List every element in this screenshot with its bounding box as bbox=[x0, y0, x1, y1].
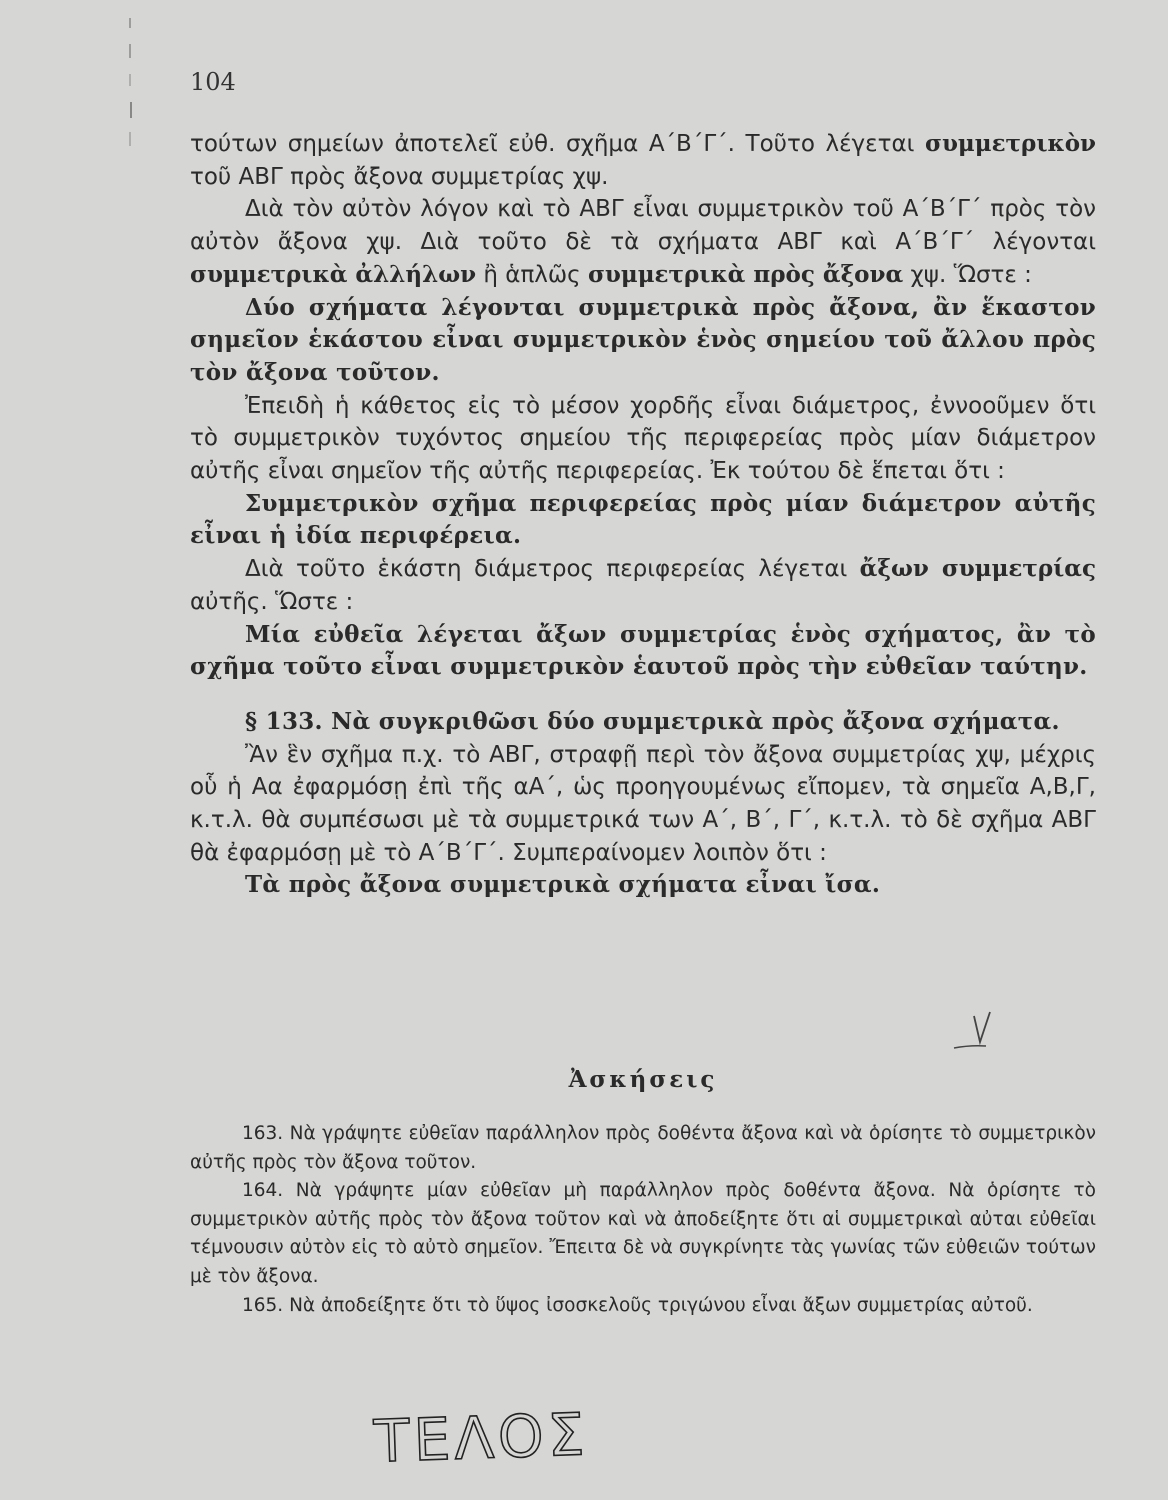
section-heading: § 133. Νὰ συγκριθῶσι δύο συμμετρικὰ πρὸς ἄξονα σχήματα. bbox=[245, 707, 1060, 735]
paragraph-1: τούτων σημείων ἀποτελεῖ εὐθ. σχῆμα Α΄Β΄Γ΄. Τοῦτο λέγεται συμμετρικὸν τοῦ ΑΒΓ πρὸς ἄξονα συμμετρίας χψ. bbox=[190, 130, 1096, 190]
term-symmetric-axis: συμμετρικὰ πρὸς ἄξονα bbox=[587, 260, 904, 288]
theorem-1: Δύο σχήματα λέγονται συμμετρικὰ πρὸς ἄξονα, ἂν ἕκαστον σημεῖον ἑκάστου εἶναι συμμετρικὸν ἑνὸς σημείου τοῦ ἄλλου πρὸς τὸν ἄξονα τοῦτον. bbox=[190, 293, 1096, 386]
paragraph-3: Ἐπειδὴ ἡ κάθετος εἰς τὸ μέσον χορδῆς εἶναι διάμετρος, ἐννοοῦμεν ὅτι τὸ συμμετρικὸν τυχόντος σημείου τῆς περιφερείας πρὸς μίαν διάμετρον αὐτῆς εἶναι σημεῖον τῆς αὐτῆς περιφερείας. Ἐκ τούτου δὲ ἕπεται ὅτι : bbox=[190, 392, 1096, 485]
term-mutually-symmetric: συμμετρικὰ ἀλλήλων bbox=[190, 260, 477, 288]
exercises-title: Ἀσκήσεις bbox=[568, 1066, 718, 1093]
exercise-item: 165. Νὰ ἀποδείξητε ὅτι τὸ ὕψος ἰσοσκελοῦς τριγώνου εἶναι ἄξων συμμετρίας αὐτοῦ. bbox=[242, 1294, 1033, 1316]
page-number: 104 bbox=[190, 68, 236, 96]
theorem-2: Συμμετρικὸν σχῆμα περιφερείας πρὸς μίαν διάμετρον αὐτῆς εἶναι ἡ ἰδία περιφέρεια. bbox=[190, 489, 1096, 550]
paragraph-2: Διὰ τὸν αὐτὸν λόγον καὶ τὸ ΑΒΓ εἶναι συμμετρικὸν τοῦ Α΄Β΄Γ΄ πρὸς τὸν αὐτὸν ἄξονα χψ. Διὰ τοῦτο δὲ τὰ σχήματα ΑΒΓ καὶ Α΄Β΄Γ΄ λέγονται συμμετρικὰ ἀλλήλων ἢ ἁπλῶς συμμετρικὰ πρὸς ἄξονα χψ. Ὥστε : bbox=[190, 196, 1096, 288]
margin-tick-marks bbox=[124, 14, 138, 154]
paragraph-5: Ἂν ἓν σχῆμα π.χ. τὸ ΑΒΓ, στραφῇ περὶ τὸν ἄξονα συμμετρίας χψ, μέχρις οὗ ἡ Αα ἐφαρμόσῃ ἐπὶ τῆς αΑ΄, ὡς προηγουμένως εἴπομεν, τὰ σημεῖα Α,Β,Γ, κ.τ.λ. θὰ συμπέσωσι μὲ τὰ συμμετρικά των Α΄, Β΄, Γ΄, κ.τ.λ. τὸ δὲ σχῆμα ΑΒΓ θὰ ἐφαρμόσῃ μὲ τὸ Α΄Β΄Γ΄. Συμπεραίνομεν λοιπὸν ὅτι : bbox=[190, 741, 1096, 866]
handwritten-end-text: ΤΕΛΟΣ bbox=[373, 1400, 590, 1476]
theorem-3: Μία εὐθεῖα λέγεται ἄξων συμμετρίας ἑνὸς σχήματος, ἂν τὸ σχῆμα τοῦτο εἶναι συμμετρικὸν ἑαυτοῦ πρὸς τὴν εὐθεῖαν ταύτην. bbox=[190, 620, 1096, 681]
handwritten-end-word bbox=[370, 1388, 590, 1478]
term-symmetric: συμμετρικὸν bbox=[924, 130, 1096, 157]
paragraph-4: Διὰ τοῦτο ἑκάστη διάμετρος περιφερείας λέγεται ἄξων συμμετρίας αὐτῆς. Ὥστε : bbox=[190, 555, 1096, 615]
exercise-item: 164. Νὰ γράψητε μίαν εὐθεῖαν μὴ παράλληλον πρὸς δοθέντα ἄξονα. Νὰ ὁρίσητε τὸ συμμετρικὸν αὐτῆς πρὸς τὸν ἄξονα τοῦτον καὶ νὰ ἀποδείξητε ὅτι αἱ συμμετρικαὶ αὐται εὐθεῖαι τέμνουσιν αὐτὸν εἰς τὸ αὐτὸ σημεῖον. Ἔπειτα δὲ νὰ συγκρίνητε τὰς γωνίας τῶν εὐθειῶν τούτων μὲ τὸν ἄξονα. bbox=[190, 1180, 1096, 1287]
main-text bbox=[190, 128, 1096, 902]
exercise-item: 163. Νὰ γράψητε εὐθεῖαν παράλληλον πρὸς δοθέντα ἄξονα καὶ νὰ ὁρίσητε τὸ συμμετρικὸν αὐτῆς πρὸς τὸν ἄξονα τοῦτον. bbox=[190, 1123, 1096, 1173]
term-axis-of-symmetry: ἄξων συμμετρίας bbox=[859, 555, 1096, 583]
check-mark-icon bbox=[946, 1008, 996, 1054]
theorem-4: Τὰ πρὸς ἄξονα συμμετρικὰ σχήματα εἶναι ἴσα. bbox=[245, 871, 881, 899]
exercises-list bbox=[190, 1120, 1096, 1320]
